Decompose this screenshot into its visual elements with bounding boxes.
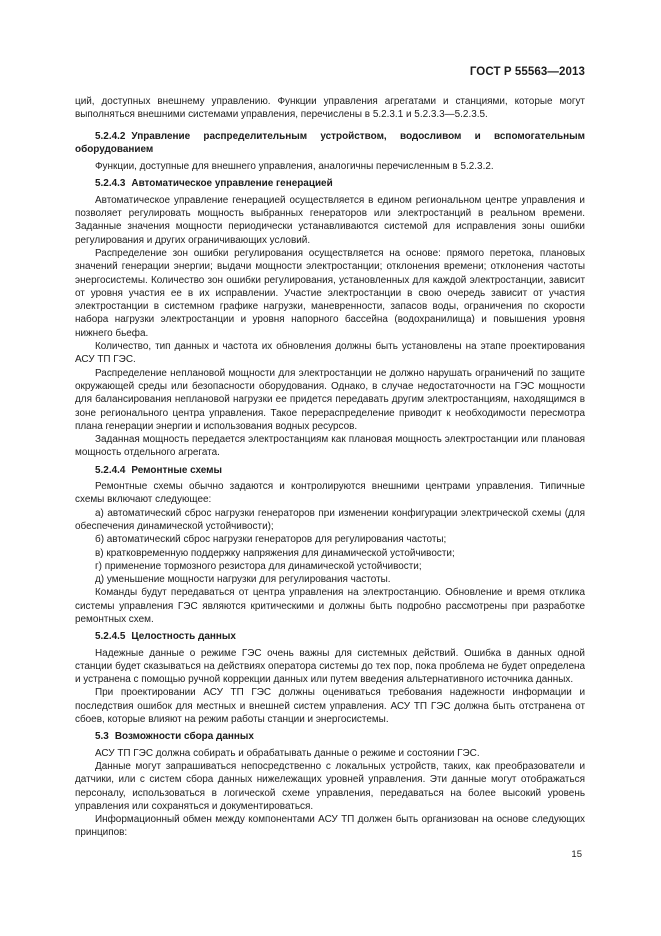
paragraph: Распределение зон ошибки регулирования осуществляется на основе: прямого перетока, плановых значений генерации энергии; выдачи мощности электростанции; отклонения времени; отклонения частоты энергосистемы. Количество зон ошибки регулирования, установленных для каждой электростанции, зависит от уровня участия ее в их исправлении. Участие электростанции в свою очередь зависит от участия электростанции в системном графике нагрузки, маневренности, запасов воды, ограничения по скорости набора нагрузки электростанции и уровня напорного бассейна (водохранилища) и повышения уровня нижнего бьефа. xyxy=(75,247,585,339)
section-heading-5-2-4-3 xyxy=(75,177,585,190)
paragraph: Заданная мощность передается электростанциям как плановая мощность электростанции или плановая мощность отдельного агрегата. xyxy=(75,434,585,459)
section-number: 5.2.4.4 xyxy=(95,464,126,476)
section-heading-5-3 xyxy=(75,730,585,743)
paragraph: Автоматическое управление генерацией осуществляется в едином региональном центре управления и позволяет регулировать мощность выбранных генераторов или электростанций в реальном времени. Заданные значения мощности периодически устанавливаются системой для исправления зоны ошибки регулирования и других ограничивающих условий. xyxy=(75,194,585,246)
section-title: Ремонтные схемы xyxy=(131,464,223,476)
paragraph: Распределение неплановой мощности для электростанции не должно нарушать ограничений по защите окружающей среды или безопасности оборудования. Однако, в случае недостаточности на ГЭС мощности для балансирования неплановой нагрузки ее придется передавать другим электростанциям, находящимся в зоне регионального центра управления. Такое перераспределение приводит к необходимости пересмотра плана генерации энергии и использования водных ресурсов. xyxy=(75,367,585,432)
list-item: б) автоматический сброс нагрузки генераторов для регулирования частоты; xyxy=(95,534,447,546)
paragraph: Надежные данные о режиме ГЭС очень важны для системных действий. Ошибка в данных одной станции будет сказываться на действиях оператора системы до тех пор, пока проблема не будет определена и устранена с помощью ручной коррекции данных или путем введения альтернативного источника данных. xyxy=(75,647,585,686)
list-item: в) кратковременную поддержку напряжения для динамической устойчивости; xyxy=(95,547,455,559)
paragraph-continuation: ций, доступных внешнему управлению. Функции управления агрегатами и станциями, которые могут выполняться внешними системами управления, перечислены в 5.2.3.1 и 5.2.3.3—5.2.3.5. xyxy=(75,96,585,121)
section-title: Возможности сбора данных xyxy=(114,731,254,743)
document-standard-id: ГОСТ Р 55563—2013 xyxy=(469,66,585,78)
paragraph: АСУ ТП ГЭС должна собирать и обрабатывать данные о режиме и состоянии ГЭС. xyxy=(95,747,480,759)
paragraph: При проектировании АСУ ТП ГЭС должны оцениваться требования надежности информации и последствия ошибок для местных и внешней систем управления. АСУ ТП ГЭС должна быть отстранена от сбоев, которые влияют на режим работы станции и энергосистемы. xyxy=(75,687,585,726)
section-number: 5.2.4.3 xyxy=(95,178,126,190)
section-number: 5.2.4.5 xyxy=(95,631,126,643)
document-body xyxy=(75,95,585,840)
paragraph: Ремонтные схемы обычно задаются и контролируются внешними центрами управления. Типичные схемы включают следующее: xyxy=(75,481,585,506)
paragraph: Команды будут передаваться от центра управления на электростанцию. Обновление и время отклика системы управления ГЭС являются критическими и должны быть подробно рассмотрены при разработке ремонтных схем. xyxy=(75,587,585,625)
section-number: 5.3 xyxy=(95,731,109,743)
section-title: Автоматическое управление генерацией xyxy=(131,178,333,190)
paragraph: Количество, тип данных и частота их обновления должны быть установлены на этапе проектирования АСУ ТП ГЭС. xyxy=(75,341,585,366)
section-number: 5.2.4.2 xyxy=(95,130,126,142)
section-heading-5-2-4-4 xyxy=(75,464,585,477)
section-title: Управление распределительным устройством, водосливом и вспомогательным оборудованием xyxy=(75,130,585,155)
paragraph: Данные могут запрашиваться непосредственно с локальных устройств, таких, как преобразователи и датчики, или с систем сбора данных нижележащих уровней управления. Эти данные могут отображаться персоналу, использоваться в логической схеме управления, передаваться на более высокий уровень управления или сохраняться и документироваться. xyxy=(75,760,585,812)
list-item: г) применение тормозного резистора для динамической устойчивости; xyxy=(95,560,422,572)
page-number: 15 xyxy=(571,849,582,860)
paragraph: Функции, доступные для внешнего управления, аналогичны перечисленным в 5.2.3.2. xyxy=(95,161,494,173)
section-heading-5-2-4-2 xyxy=(75,130,585,157)
section-title: Целостность данных xyxy=(131,631,236,643)
paragraph: Информационный обмен между компонентами АСУ ТП должен быть организован на основе следующих принципов: xyxy=(75,814,585,839)
section-heading-5-2-4-5 xyxy=(75,630,585,643)
list-item: а) автоматический сброс нагрузки генераторов при изменении конфигурации электрической схемы (для обеспечения динамической устойчивости); xyxy=(75,507,585,532)
list-item: д) уменьшение мощности нагрузки для регулирования частоты. xyxy=(95,574,391,586)
